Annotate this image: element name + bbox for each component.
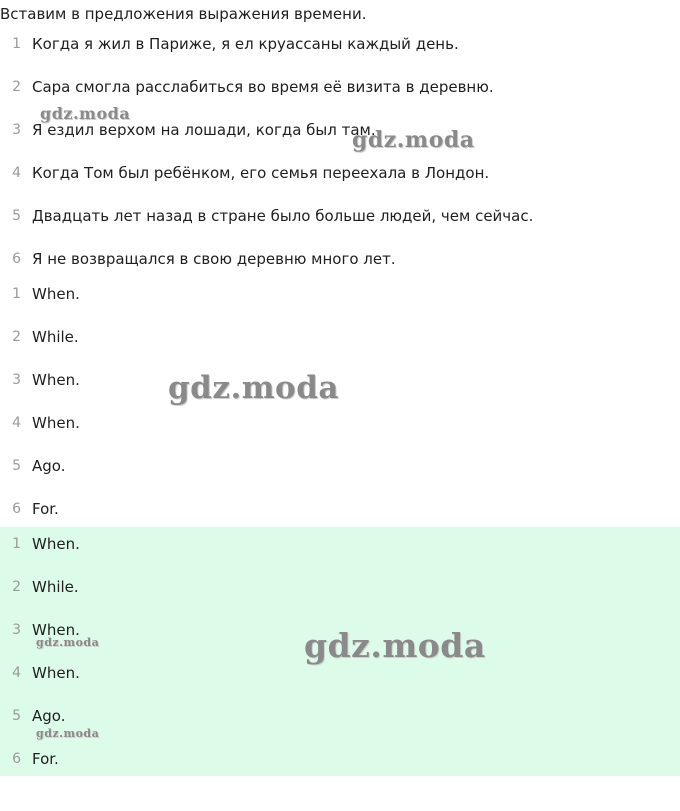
item-number: 4 bbox=[12, 165, 21, 181]
watermark: gdz.moda bbox=[168, 370, 339, 406]
item-number: 2 bbox=[12, 79, 21, 95]
item-number: 3 bbox=[12, 622, 21, 638]
item-number: 1 bbox=[12, 536, 21, 552]
item-number: 2 bbox=[12, 329, 21, 345]
watermark: gdz.moda bbox=[36, 636, 100, 649]
item-text: Ago. bbox=[32, 457, 66, 475]
list-item bbox=[0, 249, 533, 292]
item-number: 1 bbox=[12, 286, 21, 302]
list-item bbox=[0, 370, 80, 413]
list-item bbox=[0, 413, 80, 456]
item-number: 4 bbox=[12, 415, 21, 431]
item-text: When. bbox=[32, 371, 80, 389]
item-text: When. bbox=[32, 621, 80, 639]
watermark: gdz.moda bbox=[36, 727, 100, 740]
item-number: 6 bbox=[12, 751, 21, 767]
item-text: Я ездил верхом на лошади, когда был там. bbox=[32, 121, 376, 139]
sentences-list bbox=[0, 34, 533, 292]
item-number: 3 bbox=[12, 372, 21, 388]
item-text: When. bbox=[32, 664, 80, 682]
item-text: Я не возвращался в свою деревню много лет. bbox=[32, 250, 396, 268]
item-number: 3 bbox=[12, 122, 21, 138]
item-text: For. bbox=[32, 500, 59, 518]
item-number: 2 bbox=[12, 579, 21, 595]
list-item bbox=[0, 534, 80, 577]
answers-list bbox=[0, 284, 80, 542]
item-number: 6 bbox=[12, 501, 21, 517]
highlighted-answers-list bbox=[0, 534, 80, 792]
item-text: Когда я жил в Париже, я ел круассаны каждый день. bbox=[32, 35, 459, 53]
item-text: While. bbox=[32, 328, 79, 346]
item-text: When. bbox=[32, 535, 80, 553]
item-text: When. bbox=[32, 285, 80, 303]
list-item bbox=[0, 456, 80, 499]
list-item bbox=[0, 749, 80, 792]
item-text: For. bbox=[32, 750, 59, 768]
item-number: 4 bbox=[12, 665, 21, 681]
list-item bbox=[0, 163, 533, 206]
watermark: gdz.moda bbox=[352, 127, 475, 153]
list-item bbox=[0, 577, 80, 620]
item-text: Двадцать лет назад в стране было больше людей, чем сейчас. bbox=[32, 207, 534, 225]
list-item bbox=[0, 34, 533, 77]
item-text: Ago. bbox=[32, 707, 66, 725]
instruction-text: Вставим в предложения выражения времени. bbox=[0, 5, 367, 23]
list-item bbox=[0, 206, 533, 249]
item-text: Когда Том был ребёнком, его семья переехала в Лондон. bbox=[32, 164, 490, 182]
watermark: gdz.moda bbox=[40, 104, 131, 123]
list-item bbox=[0, 327, 80, 370]
item-text: While. bbox=[32, 578, 79, 596]
item-number: 5 bbox=[12, 208, 21, 224]
item-number: 1 bbox=[12, 36, 21, 52]
list-item bbox=[0, 663, 80, 706]
item-number: 5 bbox=[12, 458, 21, 474]
item-text: Сара смогла расслабиться во время её визита в деревню. bbox=[32, 78, 494, 96]
item-number: 5 bbox=[12, 708, 21, 724]
watermark: gdz.moda bbox=[304, 626, 486, 665]
item-number: 6 bbox=[12, 251, 21, 267]
list-item bbox=[0, 284, 80, 327]
item-text: When. bbox=[32, 414, 80, 432]
